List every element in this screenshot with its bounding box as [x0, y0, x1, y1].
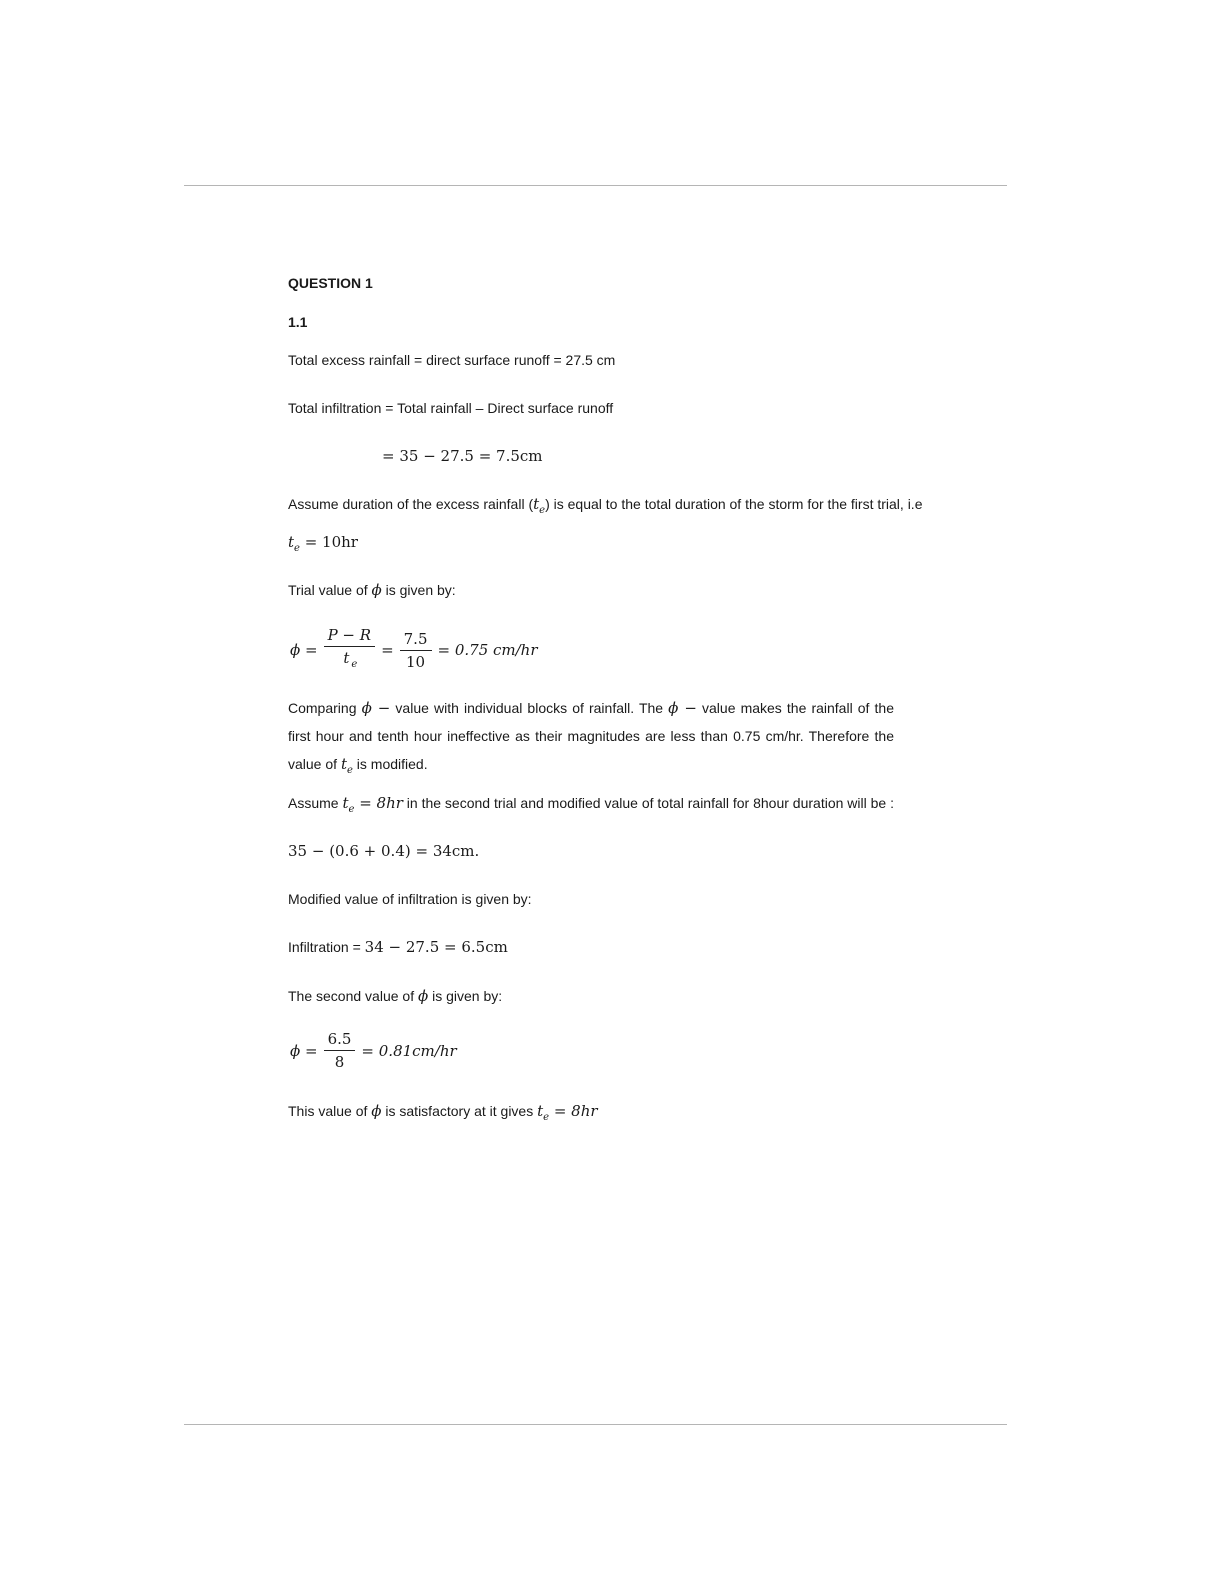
assume-second-trial: Assume $t_e = 8hr$ in the second trial and modified value of total rainfall for 8hour duration will be : — [288, 794, 894, 815]
assume-first-trial: Assume duration of the excess rainfall $(t_e)$ is equal to the total duration of the storm for the first trial, i.e — [288, 495, 923, 516]
header-rule — [184, 185, 1007, 186]
infiltration-value-line: Infiltration = 34 − 27.5 = 6.5cm — [288, 938, 508, 956]
te-first-value: $t_e = 10hr$ — [288, 533, 358, 554]
excess-rainfall-line: Total excess rainfall = direct surface runoff = 27.5 cm — [288, 352, 616, 368]
trial-value-intro: Trial value of ϕ is given by: — [288, 581, 456, 599]
modified-infiltration-intro: Modified value of infiltration is given by: — [288, 891, 532, 907]
question-heading: QUESTION 1 — [288, 275, 373, 291]
footer-rule — [184, 1424, 1007, 1425]
modified-rainfall-equation: 35 − (0.6 + 0.4) = 34cm. — [288, 842, 480, 860]
fraction-p-minus-r: $\frac{P - R}{t _e}$ — [322, 626, 378, 674]
comparing-paragraph: Comparing ϕ − value with individual blocks of rainfall. The ϕ − value makes the rainfall of the first hour and tenth hour ineffective as their magnitudes are less than 0.75 cm/hr. Therefore the value of $t_e$ is modified. — [288, 699, 895, 776]
second-value-intro: The second value of ϕ is given by: — [288, 987, 503, 1005]
fraction-7-5-over-10: $\frac{7.5}{10}$ — [398, 630, 434, 671]
total-infiltration-line: Total infiltration = Total rainfall – Direct surface runoff — [288, 400, 614, 416]
fraction-6-5-over-8: $\frac{6.5}{8}$ — [322, 1030, 358, 1071]
infiltration-equation: = 35 − 27.5 = 7.5cm — [382, 447, 543, 465]
phi-equation-2: ϕ = $\frac{6.5}{8}$ = 0.81cm/hr — [290, 1030, 457, 1071]
section-number: 1.1 — [288, 314, 308, 330]
phi-equation-1: ϕ = $\frac{P - R}{t _e}$ = $\frac{7.5}{10}$ = 0.75 cm/hr — [288, 626, 540, 674]
satisfactory-line: This value of ϕ is satisfactory at it gives $t_e = 8hr$ — [288, 1102, 598, 1123]
